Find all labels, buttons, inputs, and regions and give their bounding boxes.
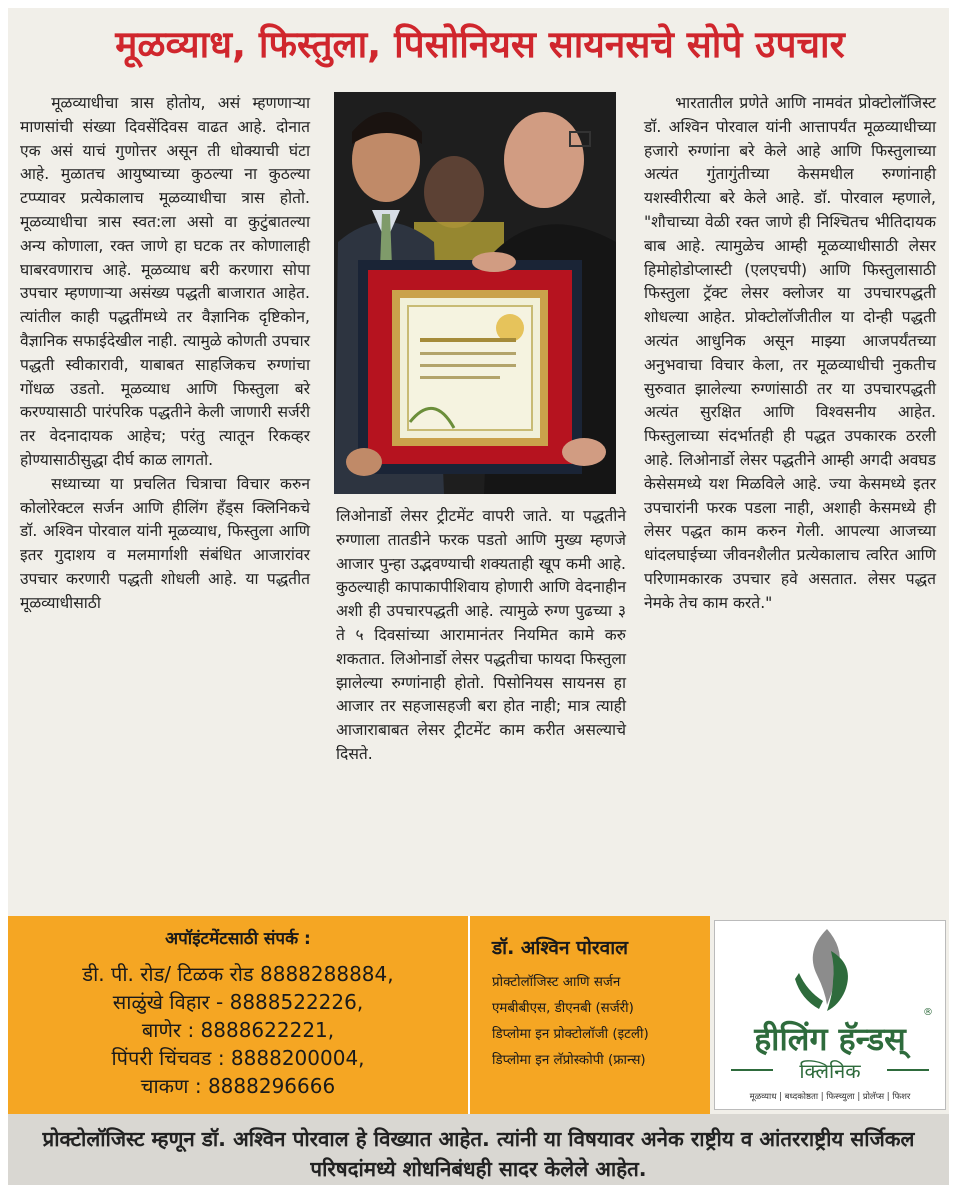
- paragraph: मूळव्याधीचा त्रास होतोय, असं म्हणणाऱ्या माणसांची संख्या दिवसेंदिवस वाढत आहे. दोनात एक असं याचं गुणोत्तर असून ती धोक्याची घंटा आहे. मुळातच आयुष्याच्या कुठल्या ना कुठल्या टप्प्यावर प्रत्येकालाच मूळव्याधीचा त्रास होतो. मूळव्याधीचा त्रास स्वत:ला असो वा कुटुंबातल्या अन्य कोणाला, रक्त जाणे हा घटक तर कोणालाही घाबरवणाराच आहे. मूळव्याध बरी करणारा सोपा उपचार म्हणणाऱ्या असंख्य पद्धती बाजारात आहेत. त्यांतील काही पद्धतींमध्ये तर वैज्ञानिक दृष्टिकोन, वैज्ञानिक सफाईदेखील नाही. त्यामुळे कोणती उपचार पद्धती स्वीकारावी, याबाबत साहजिकच रुग्णांचा गोंधळ उडतो. मूळव्याध आणि फिस्तुला बरे करण्यासाठी पारंपरिक पद्धतीने केली जाणारी सर्जरी तर वेदनादायक आहेच; परंतु त्यातून रिकव्हर होण्यासाठीसुद्धा दीर्घ काळ लागतो.: [20, 94, 310, 469]
- healing-hands-icon: [715, 921, 945, 1017]
- article-column-2: [336, 505, 626, 767]
- contact-line: चाकण : 8888296666: [140, 1074, 336, 1098]
- clinic-services: मूळव्याध | बध्दकोष्ठता | फिस्च्युला | प्रोलॅप्स | फिशर: [749, 1092, 911, 1102]
- article-column-1: [20, 92, 310, 616]
- qualification: एमबीबीएस, डीएनबी (सर्जरी): [492, 1001, 634, 1016]
- footer-text: प्रोक्टोलॉजिस्ट म्हणून डॉ. अश्विन पोरवाल हे विख्यात आहेत. त्यांनी या विषयावर अनेक राष्ट्रीय व आंतरराष्ट्रीय सर्जिकल परिषदांमध्ये शोधनिबंधही सादर केलेले आहेत.: [42, 1127, 915, 1181]
- footer-strip: [8, 1114, 949, 1185]
- newspaper-article: [8, 8, 949, 1185]
- clinic-label: क्लिनिक: [799, 1059, 861, 1083]
- headline: मूळव्याध, फिस्तुला, पिसोनियस सायनसचे सोपे उपचार: [115, 23, 845, 66]
- award-photo: [334, 92, 616, 494]
- award-photo-illustration: [334, 92, 616, 494]
- paragraph: सध्याच्या या प्रचलित चित्राचा विचार करुन कोलोरेक्टल सर्जन आणि हीलिंग हँड्स क्लिनिकचे डॉ. अश्विन पोरवाल यांनी मूळव्याध, फिस्तुला आणि इतर गुदाशय व मलमार्गाशी संबंधित आजारांवर उपचार करणारी पद्धती शोधली आहे. या पद्धतीत मूळव्याधीसाठी: [20, 474, 310, 612]
- paragraph: भारतातील प्रणेते आणि नामवंत प्रोक्टोलॉजिस्ट डॉ. अश्विन पोरवाल यांनी आत्तापर्यंत मूळव्याधीच्या हजारो रुग्णांना बरे केले आहे आणि फिस्तुलाच्या अत्यंत गुंतागुंतीच्या केसमधील रुग्णांनाही यशस्वीरीत्या बरे केले आहे. डॉ. पोरवाल म्हणाले, "शौचाच्या वेळी रक्त जाणे ही निश्चितच भीतिदायक बाब आहे. त्यामुळेच आम्ही मूळव्याधीसाठी लेसर हिमोहोडोप्लास्टी (एलएचपी) आणि फिस्तुलासाठी फिस्तुला ट्रॅक्ट लेसर क्लोजर या उपचारपद्धती शोधल्या आहेत. प्रोक्टोलॉजीतील या दोन्ही पद्धती अत्यंत आधुनिक असून माझ्या आजपर्यंतच्या अनुभवाचा विचार केला, तर मूळव्याधीची नुकतीच सुरुवात झालेल्या रुग्णांसाठी तर या उपचारपद्धती अत्यंत सुरक्षित आणि विश्वसनीय आहेत. फिस्तुलाच्या संदर्भातही ही पद्धत उपकारक ठरली आहे. लिओनार्डो लेसर पद्धतीने आम्ही अगदी अवघड केसेसमध्ये यश मिळविले आहे. ज्या केसमध्ये इतर उपचारांनी फरक पडला नाही, अशाही केसमध्ये ही लेसर पद्धत काम करुन गेली. आपल्या आजच्या धांदलघाईच्या जीवनशैलीत प्रत्येकालाच त्वरित आणि परिणामकारक उपचार हवे असतात. लेसर पद्धत नेमके तेच काम करते.": [644, 94, 936, 612]
- qualification: डिप्लोमा इन लॅप्रोस्कोपी (फ्रान्स): [492, 1053, 646, 1068]
- clinic-logo: [714, 920, 946, 1110]
- advertisement-band: [8, 916, 949, 1114]
- divider: [887, 1069, 929, 1071]
- doctor-name: डॉ. अश्विन पोरवाल: [492, 937, 629, 959]
- article-column-3: [644, 92, 936, 616]
- doctor-credentials: [468, 916, 710, 1114]
- contact-title: अपॉइंटमेंटसाठी संपर्क :: [165, 929, 311, 949]
- contact-line: डी. पी. रोड/ टिळक रोड 8888288884,: [82, 962, 394, 986]
- contact-line: पिंपरी चिंचवड : 8888200004,: [111, 1046, 365, 1070]
- registered-mark: ®: [923, 1007, 933, 1018]
- qualification: प्रोक्टोलॉजिस्ट आणि सर्जन: [492, 975, 621, 990]
- appointment-contact: [8, 916, 468, 1114]
- contact-line: साळुंखे विहार - 8888522226,: [112, 990, 364, 1014]
- clinic-name: हीलिंग हॅन्डस्: [754, 1020, 906, 1058]
- contact-lines: [28, 960, 448, 1100]
- qualification: डिप्लोमा इन प्रोक्टोलॉजी (इटली): [492, 1027, 649, 1042]
- contact-line: बाणेर : 8888622221,: [141, 1018, 335, 1042]
- doctor-qualifications: [492, 970, 649, 1074]
- paragraph: लिओनार्डो लेसर ट्रीटमेंट वापरी जाते. या पद्धतीने रुग्णाला तातडीने फरक पडतो आणि मुख्य म्हणजे आजार पुन्हा उद्भवण्याची शक्यताही खूप कमी आहे. कुठल्याही कापाकापीशिवाय होणारी आणि वेदनाहीन अशी ही उपचारपद्धती आहे. त्यामुळे रुग्ण पुढच्या ३ ते ५ दिवसांच्या आरामानंतर नियमित कामे करु शकतात. लिओनार्डो लेसर पद्धतीचा फायदा फिस्तुला झालेल्या रुग्णांनाही होतो. पिसोनियस सायनस हा आजार तर सहजासहजी बरा होत नाही; मात्र त्याही आजाराबाबत लेसर ट्रीटमेंट काम करीत असल्याचे दिसते.: [336, 507, 626, 763]
